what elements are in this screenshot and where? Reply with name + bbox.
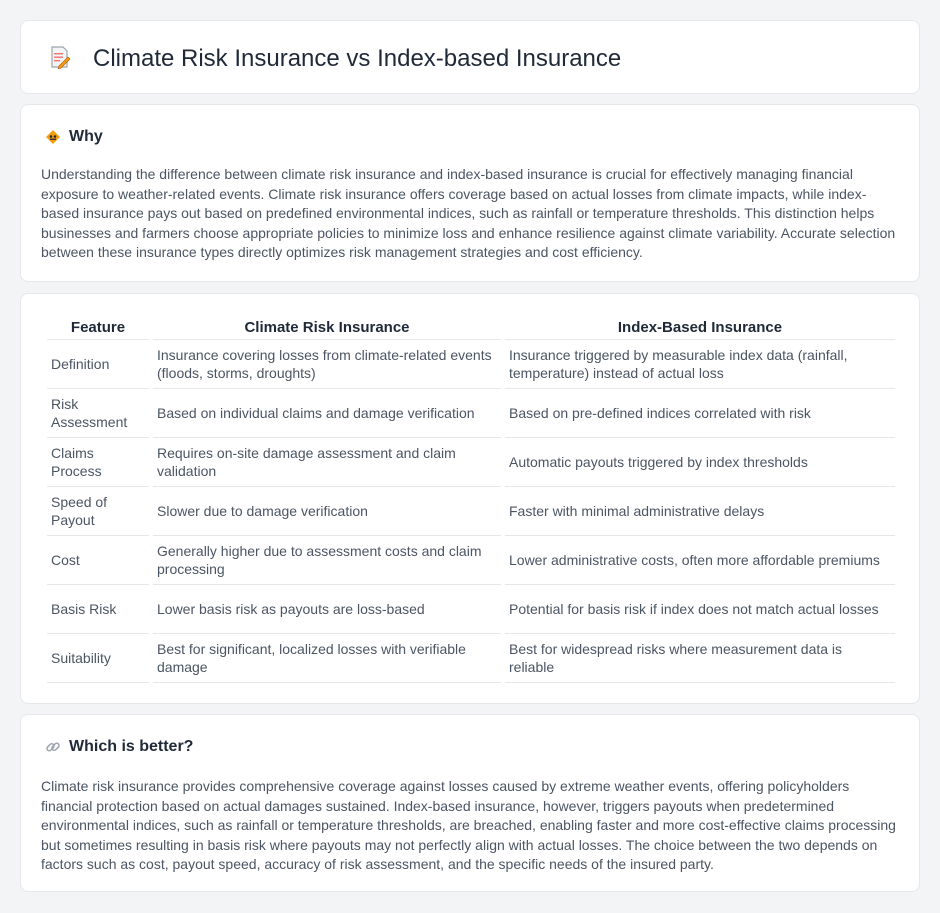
table-row	[47, 487, 895, 536]
feature-cell: Cost	[47, 536, 149, 585]
index-based-cell: Faster with minimal administrative delays	[505, 487, 895, 536]
comparison-table-card	[20, 293, 920, 704]
index-based-cell: Potential for basis risk if index does not match actual losses	[505, 585, 895, 634]
why-text: Understanding the difference between climate risk insurance and index-based insurance is crucial for effectively managing financial exposure to weather-related events. Climate risk insurance offers coverage based on actual losses from climate impacts, while index-based insurance pays out based on predefined environmental indices, such as rainfall or temperature thresholds. This distinction helps businesses and farmers choose appropriate policies to minimize loss and enhance resilience against climate variability. Accurate selection between these insurance types directly optimizes risk management strategies and cost efficiency.	[41, 166, 896, 261]
why-header	[45, 127, 103, 147]
link-icon	[45, 739, 61, 755]
why-section	[20, 104, 920, 282]
title-card	[20, 20, 920, 94]
climate-risk-cell: Lower basis risk as payouts are loss-based	[153, 585, 501, 634]
header-index-based: Index-Based Insurance	[505, 314, 895, 340]
feature-cell: Risk Assessment	[47, 389, 149, 438]
table-row	[47, 389, 895, 438]
page-title: Climate Risk Insurance vs Index-based Insurance	[93, 45, 622, 72]
feature-cell: Speed of Payout	[47, 487, 149, 536]
table-row	[47, 634, 895, 683]
feature-cell: Claims Process	[47, 438, 149, 487]
climate-risk-cell: Best for significant, localized losses with verifiable damage	[153, 634, 501, 683]
climate-risk-cell: Generally higher due to assessment costs and claim processing	[153, 536, 501, 585]
table-row	[47, 340, 895, 389]
climate-risk-cell: Slower due to damage verification	[153, 487, 501, 536]
climate-risk-cell: Requires on-site damage assessment and claim validation	[153, 438, 501, 487]
climate-risk-cell: Insurance covering losses from climate-related events (floods, storms, droughts)	[153, 340, 501, 389]
index-based-cell: Lower administrative costs, often more affordable premiums	[505, 536, 895, 585]
which-text: Climate risk insurance provides comprehensive coverage against losses caused by extreme weather events, offering policyholders financial protection based on actual damages sustained. Index-based insurance, however, triggers payouts when predetermined environmental indices, such as rainfall or temperature thresholds, are breached, enabling faster and more cost-effective claims processing but sometimes resulting in basis risk where payouts may not perfectly align with actual losses. The choice between the two depends on factors such as cost, payout speed, accuracy of risk assessment, and the specific needs of the insured party.	[41, 778, 896, 873]
which-header	[45, 737, 193, 757]
index-based-cell: Based on pre-defined indices correlated with risk	[505, 389, 895, 438]
index-based-cell: Automatic payouts triggered by index thresholds	[505, 438, 895, 487]
table-row	[47, 585, 895, 634]
table-header-row	[47, 314, 895, 340]
table-row	[47, 438, 895, 487]
index-based-cell: Insurance triggered by measurable index data (rainfall, temperature) instead of actual loss	[505, 340, 895, 389]
header-feature: Feature	[47, 314, 149, 340]
document-pencil-icon	[49, 45, 71, 69]
feature-cell: Basis Risk	[47, 585, 149, 634]
table-row	[47, 536, 895, 585]
feature-cell: Definition	[47, 340, 149, 389]
why-heading: Why	[69, 128, 103, 145]
climate-risk-cell: Based on individual claims and damage verification	[153, 389, 501, 438]
feature-cell: Suitability	[47, 634, 149, 683]
comparison-table	[43, 314, 899, 683]
which-section	[20, 714, 920, 892]
index-based-cell: Best for widespread risks where measurement data is reliable	[505, 634, 895, 683]
which-heading: Which is better?	[69, 738, 194, 755]
diamond-warning-icon	[45, 129, 61, 145]
header-climate-risk: Climate Risk Insurance	[153, 314, 501, 340]
